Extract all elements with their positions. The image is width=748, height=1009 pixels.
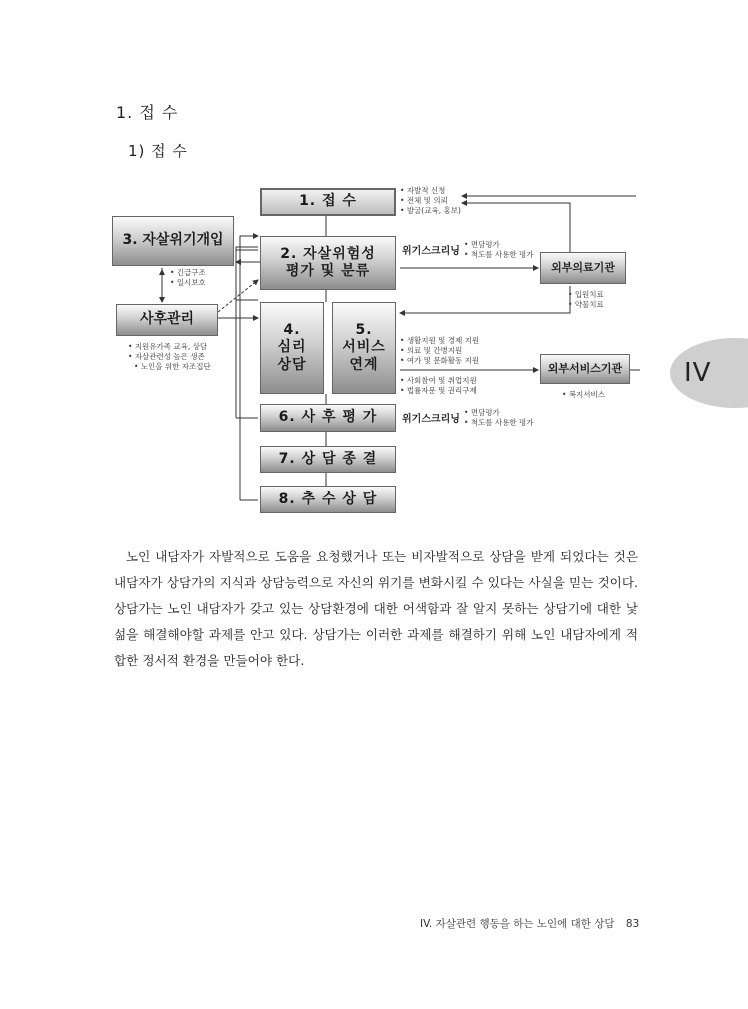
- external-medical-label: 외부의료기관: [551, 261, 615, 275]
- feedback-bus-inner: [236, 247, 258, 418]
- step-service-link: [332, 302, 396, 394]
- section-heading: 1. 접 수: [116, 103, 179, 122]
- step-crisis-label: 3. 자살위기개입: [122, 232, 224, 249]
- step-termination: [260, 446, 396, 473]
- arrow-aftercare-to-2: [218, 280, 258, 312]
- intake-note: • 전체 및 의뢰: [400, 196, 461, 206]
- feedback-bus-outer: [240, 236, 258, 500]
- screening-label-1: 위기스크리닝: [402, 246, 460, 257]
- aftercare-note: • 지원유가족 교육, 상담: [128, 342, 211, 352]
- subsection-heading: 1) 접 수: [128, 142, 188, 160]
- crisis-notes: [170, 268, 206, 288]
- step-crisis-intervention: [112, 216, 234, 266]
- aftercare-note: • 자살관련성 높은 생존: [128, 352, 211, 362]
- screening-note: • 척도를 사용한 평가: [464, 250, 534, 260]
- step-service-line2: 서비스: [342, 339, 386, 356]
- screening-note: • 면담평가: [464, 240, 534, 250]
- medical-notes: [568, 290, 604, 310]
- screening-note: • 척도를 사용한 평가: [464, 418, 534, 428]
- step-intake-label: 1. 접 수: [299, 193, 357, 210]
- welfare-note-item: • 복지서비스: [562, 390, 605, 400]
- step-post-eval-label: 6. 사 후 평 가: [278, 409, 378, 426]
- external-medical-box: [540, 252, 626, 284]
- footer-text: IV. 자살관련 행동을 하는 노인에 대한 상담: [420, 918, 615, 930]
- aftercare-note: • 노인을 위한 자조집단: [128, 362, 211, 372]
- step-followup: [260, 486, 396, 513]
- step-counseling-line1: 4.: [283, 321, 301, 338]
- screening-notes-1: [464, 240, 534, 260]
- step-followup-label: 8. 추 수 상 담: [278, 490, 378, 507]
- page-footer: [420, 916, 639, 931]
- service-notes-lower: [400, 376, 477, 396]
- screening-note: • 면담평가: [464, 408, 534, 418]
- screening-notes-2: [464, 408, 534, 428]
- external-service-label: 외부서비스기관: [547, 362, 623, 376]
- service-note: • 사회참여 및 취업지원: [400, 376, 477, 386]
- service-note: • 의료 및 간병지원: [400, 346, 479, 356]
- intake-note: • 자발적 신청: [400, 186, 461, 196]
- aftercare-notes: [128, 342, 211, 372]
- step-risk-line1: 2. 자살위험성: [280, 245, 376, 262]
- step-counseling: [260, 302, 324, 394]
- page-number: 83: [625, 918, 640, 930]
- service-note: • 여가 및 문화활동 지원: [400, 356, 479, 366]
- body-paragraph: 노인 내담자가 자발적으로 도움을 요청했거나 또는 비자발적으로 상담을 받게 되었다는 것은 내담자가 상담가의 지식과 상담능력으로 자신의 위기를 변화시킬 수 있다는 사실을 믿는 것이다. 상담가는 노인 내담자가 갖고 있는 상담환경에 대한 어색함과 잘 알지 못하는 상담기에 대한 낯섦을 해결해야할 과제를 안고 있다. 상담가는 이러한 과제를 해결하기 위해 노인 내담자에게 적합한 정서적 환경을 만들어야 한다.: [114, 549, 638, 668]
- intake-note: • 발굴(교육, 홍보): [400, 206, 461, 216]
- service-notes-upper: [400, 336, 479, 366]
- step-service-line1: 5.: [355, 321, 373, 338]
- aftercare-label: 사후관리: [139, 311, 195, 328]
- chapter-tab-label: IV: [684, 358, 712, 388]
- medical-note: • 입원치료: [568, 290, 604, 300]
- crisis-note: • 일시보호: [170, 278, 206, 288]
- arrow-medical-to-5: [400, 286, 570, 313]
- step-service-line3: 연계: [349, 356, 379, 373]
- welfare-note: [562, 390, 605, 400]
- service-note: • 법률자문 및 권리구제: [400, 386, 477, 396]
- aftercare-box: [116, 304, 218, 336]
- medical-note: • 약물치료: [568, 300, 604, 310]
- screening-label-2: 위기스크리닝: [402, 414, 460, 425]
- step-risk-assessment: [260, 236, 396, 290]
- step-post-evaluation: [260, 404, 396, 432]
- intake-notes: [400, 186, 461, 216]
- crisis-note: • 긴급구조: [170, 268, 206, 278]
- step-termination-label: 7. 상 담 종 결: [278, 450, 378, 467]
- step-counseling-line2: 심리: [277, 339, 307, 356]
- service-note: • 생활지원 및 경제 지원: [400, 336, 479, 346]
- external-service-box: [540, 354, 630, 384]
- step-intake: [260, 188, 396, 216]
- step-counseling-line3: 상담: [277, 356, 307, 373]
- step-risk-line2: 평가 및 분류: [285, 263, 371, 279]
